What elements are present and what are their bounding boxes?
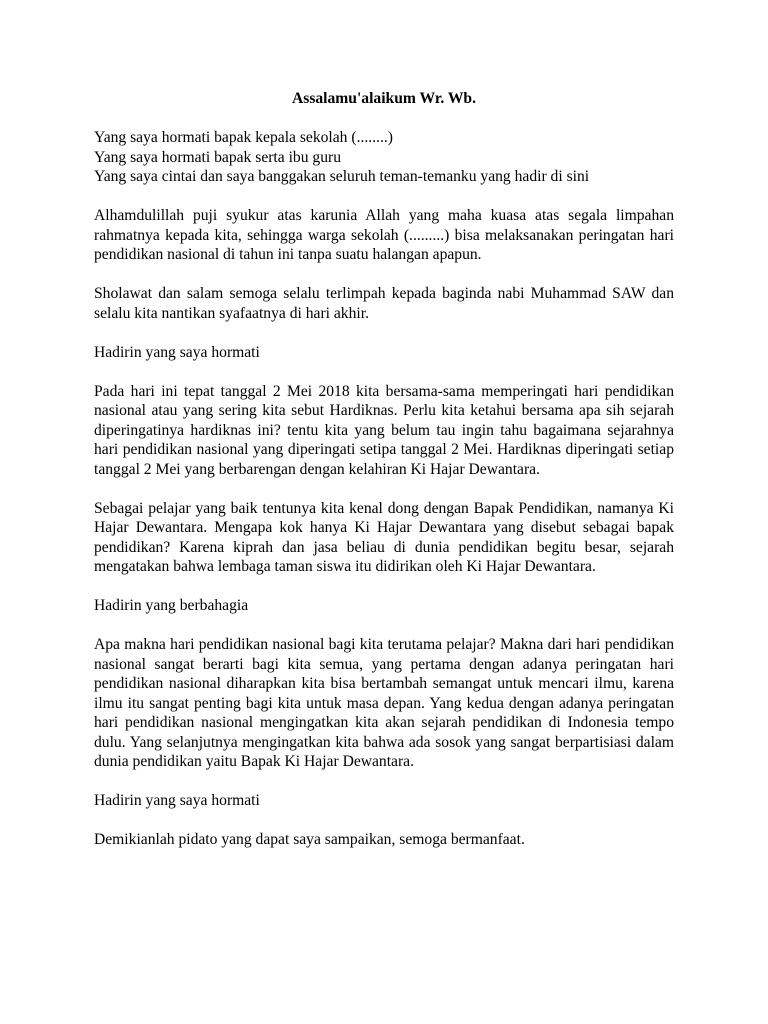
- paragraph-makna: Apa makna hari pendidikan nasional bagi kita terutama pelajar? Makna dari hari pendidikan nasional sangat berarti bagi kita semua, yang pertama dengan adanya peringatan hari pendidikan nasional diharapkan kita bisa bertambah semangat untuk mencari ilmu, karena ilmu itu sangat penting bagi kita untuk masa depan. Yang kedua dengan adanya peringatan hari pendidikan nasional mengingatkan kita akan sejarah pendidikan di Indonesia tempo dulu. Yang selanjutnya mengingatkan kita bahwa ada sosok yang sangat berpartisiasi dalam dunia pendidikan yaitu Bapak Ki Hajar Dewantara.: [94, 636, 674, 770]
- paragraph-hardiknas: Pada hari ini tepat tanggal 2 Mei 2018 kita bersama-sama memperingati hari pendidikan nasional atau yang sering kita sebut Hardiknas. Perlu kita ketahui bersama apa sih sejarah diperingatinya hardiknas ini? tentu kita yang belum tau ingin tahu bagaimana sejarahnya hari pendidikan nasional yang diperingati setipa tanggal 2 Mei. Hardiknas diperingati setiap tanggal 2 Mei yang berbarengan dengan kelahiran Ki Hajar Dewantara.: [94, 382, 674, 478]
- document-body: [94, 89, 674, 869]
- paragraph-ki-hajar: Sebagai pelajar yang baik tentunya kita kenal dong dengan Bapak Pendidikan, namanya Ki Hajar Dewantara. Mengapa kok hanya Ki Hajar Dewantara yang disebut sebagai bapak pendidikan? Karena kiprah dan jasa beliau di dunia pendidikan begitu besar, sejarah mengatakan bahwa lembaga taman siswa itu didirikan oleh Ki Hajar Dewantara.: [94, 499, 674, 575]
- greeting-line: Yang saya cintai dan saya banggakan seluruh teman-temanku yang hadir di sini: [94, 168, 590, 185]
- paragraph-sholawat: Sholawat dan salam semoga selalu terlimpah kepada baginda nabi Muhammad SAW dan selalu kita nantikan syafaatnya di hari akhir.: [94, 285, 674, 322]
- paragraph-closing: Demikianlah pidato yang dapat saya sampaikan, semoga bermanfaat.: [94, 831, 525, 848]
- paragraph-address: Hadirin yang berbahagia: [94, 597, 249, 614]
- greeting-line: Yang saya hormati bapak kepala sekolah (........): [94, 129, 393, 146]
- paragraph-opening: Alhamdulillah puji syukur atas karunia Allah yang maha kuasa atas segala limpahan rahmatnya kepada kita, sehingga warga sekolah (.........) bisa melaksanakan peringatan hari pendidikan nasional di tahun ini tanpa suatu halangan apapun.: [94, 207, 674, 263]
- document-title: Assalamu'alaikum Wr. Wb.: [291, 90, 476, 107]
- greeting-line: Yang saya hormati bapak serta ibu guru: [94, 148, 341, 166]
- paragraph-address: Hadirin yang saya hormati: [94, 343, 260, 361]
- paragraph-address: Hadirin yang saya hormati: [94, 792, 260, 809]
- greetings-block: [94, 128, 674, 187]
